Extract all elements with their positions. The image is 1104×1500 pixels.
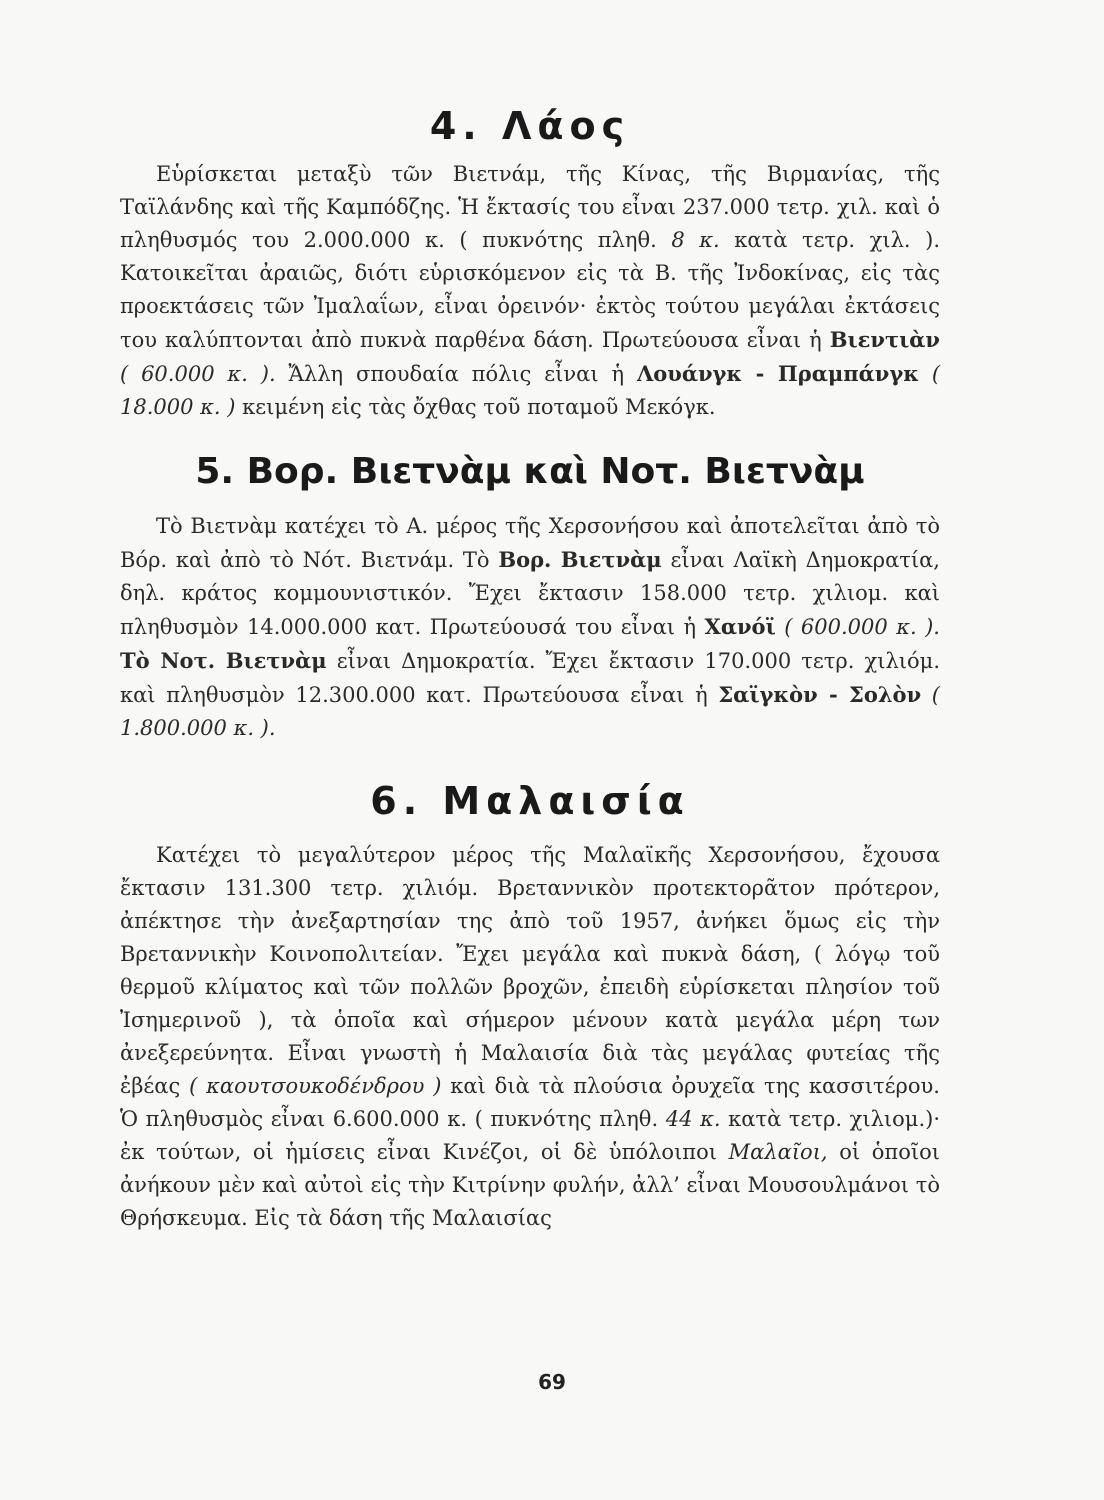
bold-city: Λουάνγκ - Πραμπάνγκ [636,361,919,386]
text: Κατέχει τὸ μεγαλύτερον μέρος τῆς Μαλαϊκῆς Χερσονήσου, ἔχουσα ἔκτασιν 131.300 τετρ. χιλιόμ. Βρεταννικὸν προτεκτορᾶτον πρότερον, ἀπέκτησε τὴν ἀνεξαρτησίαν της ἀπὸ τοῦ 1957, ἀνήκει ὅμως εἰς τὴν Βρεταννικὴν Κοινοπολιτείαν. Ἔχει μεγάλα καὶ πυκνὰ δάση, ( λόγῳ τοῦ θερμοῦ κλίματος καὶ τῶν πολλῶν βροχῶν, ἐπειδὴ εὑρίσκεται πλησίον τοῦ Ἰσημερινοῦ ), τὰ ὁποῖα καὶ σήμερον μένουν κατὰ μεγάλα μέρη των ἀνεξερεύνητα. Εἶναι γνωστὴ ἡ Μαλαισία διὰ τὰς μεγάλας φυτείας τῆς ἐβέας [120,843,940,1098]
italic-population: ( 18.000 κ. ) [120,362,941,419]
text: κατὰ τετρ. χιλ. ). Κατοικεῖται ἀραιῶς, διότι εὑρισκόμενον εἰς τὰ Β. τῆς Ἰνδοκίνας, εἰς τὰς προεκτάσεις τῶν Ἰμαλαΐων, εἶναι ὀρεινόν· ἐκτὸς τούτου μεγάλαι ἐκτάσεις του καλύπτονται ἀπὸ πυκνὰ παρθένα δάση. Πρωτεύουσα εἶναι ἡ [120,228,941,352]
bold-north-vietnam: Βορ. Βιετνὰμ [498,547,662,572]
text: καὶ διὰ τὰ πλούσια ὀρυχεῖα της κασσιτέρου. Ὁ πληθυσμὸς εἶναι 6.600.000 κ. ( πυκνότης πληθ. [120,1074,940,1131]
bold-capital: Βιεντιὰν [829,327,940,352]
italic-rubber-tree: ( καουτσουκοδένδρου ) [189,1074,442,1098]
text: εἶναι Δημοκρατία. Ἔχει ἔκτασιν 170.000 τετρ. χιλιόμ. καὶ πληθυσμὸν 12.300.000 κατ. Πρωτεύουσα εἶναι ἡ [120,649,941,707]
italic-population: ( 600.000 κ. ). [775,615,940,639]
page-number: 69 [538,1370,566,1394]
paragraph-vietnam [120,510,940,745]
text: Τὸ Βιετνὰμ κατέχει τὸ Α. μέρος τῆς Χερσονήσου καὶ ἀποτελεῖται ἀπὸ τὸ Βόρ. καὶ ἀπὸ τὸ Νότ. Βιετνάμ. Τὸ [120,514,940,572]
bold-south-vietnam: Τὸ Νοτ. Βιετνὰμ [120,648,327,673]
text: εἶναι Λαϊκὴ Δημοκρατία, δηλ. κράτος κομμουνιστικόν. Ἔχει ἔκτασιν 158.000 τετρ. χιλιομ. καὶ πληθυσμὸν 14.000.000 κατ. Πρωτεύουσά του εἶναι ἡ [120,548,940,639]
text: Εὑρίσκεται μεταξὺ τῶν Βιετνάμ, τῆς Κίνας, τῆς Βιρμανίας, τῆς Ταϊλάνδης καὶ τῆς Καμπόδζης. Ἡ ἔκτασίς του εἶναι 237.000 τετρ. χιλ. καὶ ὁ πληθυσμός του 2.000.000 κ. ( πυκνότης πληθ. [120,162,940,252]
italic-density: 44 κ. [665,1107,721,1131]
section-heading-malaysia: 6. Μαλαισία [370,779,690,823]
page-content [120,100,940,1235]
paragraph-laos [120,158,940,424]
text: οἱ ὁποῖοι ἀνήκουν μὲν καὶ αὐτοὶ εἰς τὴν Κιτρίνην φυλήν, ἀλλ’ εἶναι Μουσουλμάνοι τὸ Θρήσκευμα. Εἰς τὰ δάση τῆς Μαλαισίας [120,1140,940,1230]
section-heading-vietnam: 5. Βορ. Βιετνὰμ καὶ Νοτ. Βιετνὰμ [195,451,865,492]
bold-saigon: Σαϊγκὸν - Σολὸν [718,682,922,707]
italic-population: ( 1.800.000 κ. ). [120,683,940,740]
text: Ἄλλη σπουδαία πόλις εἶναι ἡ [275,362,637,386]
italic-population: ( 60.000 κ. ). [120,362,276,386]
paragraph-malaysia [120,839,940,1235]
italic-malays: Μαλαῖοι, [728,1140,828,1164]
section-heading-laos: 4. Λάος [429,104,631,148]
text: κατὰ τετρ. χιλιομ.)· ἐκ τούτων, οἱ ἡμίσεις εἶναι Κινέζοι, οἱ δὲ ὑπόλοιποι [120,1107,940,1164]
italic-density: 8 κ. [671,228,720,252]
text: κειμένη εἰς τὰς ὄχθας τοῦ ποταμοῦ Μεκόγκ. [235,395,716,419]
bold-hanoi: Χανόϊ [704,614,776,639]
